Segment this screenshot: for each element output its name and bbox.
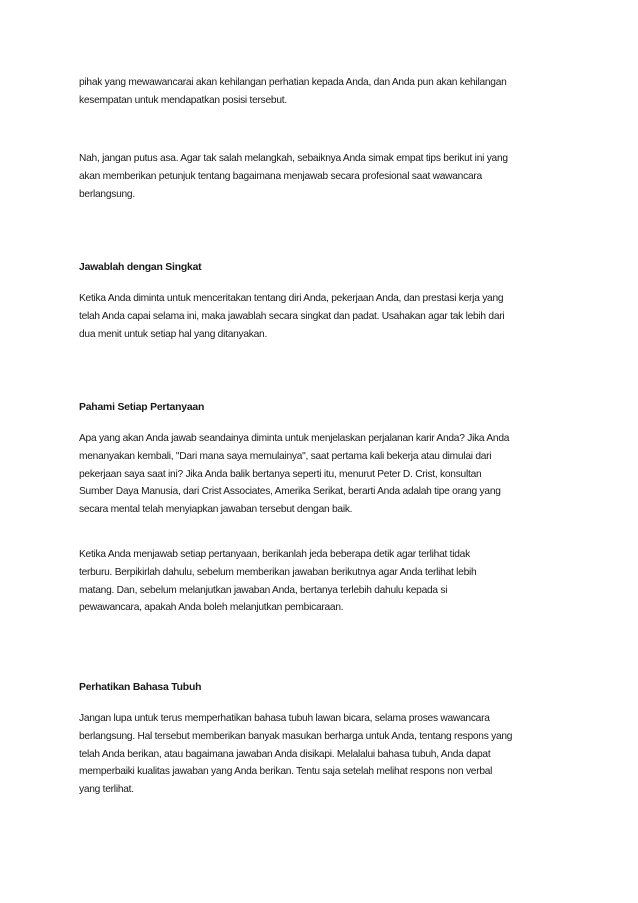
paragraph-tips-intro: [79, 150, 569, 203]
text-line: terburu. Berpikirlah dahulu, sebelum memberikan jawaban berikutnya agar Anda terlihat lebih: [79, 566, 477, 578]
text-line: dua menit untuk setiap hal yang ditanyakan.: [79, 328, 268, 340]
text-line: menanyakan kembali, "Dari mana saya memulainya", saat pertama kali bekerja atau dimulai dari: [79, 450, 492, 462]
text-line: Jangan lupa untuk terus memperhatikan bahasa tubuh lawan bicara, selama proses wawancara: [79, 713, 490, 724]
text-line: pekerjaan saya saat ini? Jika Anda balik bertanya seperti itu, menurut Peter D. Crist, konsultan: [79, 468, 482, 480]
paragraph-bahasa-tubuh: [79, 710, 569, 799]
text-line: Ketika Anda menjawab setiap pertanyaan, berikanlah jeda beberapa detik agar terlihat tidak: [79, 549, 470, 560]
paragraph-pahami: [79, 430, 569, 519]
heading-pahami-setiap-pertanyaan: Pahami Setiap Pertanyaan: [79, 402, 205, 413]
text-line: berlangsung. Hal tersebut memberikan banyak masukan berharga untuk Anda, tentang respons yang: [79, 730, 513, 742]
text-line: kesempatan untuk mendapatkan posisi tersebut.: [79, 94, 287, 106]
text-line: memperbaiki kualitas jawaban yang Anda berikan. Tentu saja setelah melihat respons non verbal: [79, 766, 493, 778]
paragraph-jeda: [79, 546, 569, 617]
heading-jawablah-dengan-singkat: Jawablah dengan Singkat: [79, 262, 202, 273]
text-line: telah Anda berikan, atau bagaimana jawaban Anda disikapi. Melalalui bahasa tubuh, Anda dapat: [79, 748, 491, 760]
text-line: akan memberikan petunjuk tentang bagaimana menjawab secara profesional saat wawancara: [79, 170, 482, 182]
text-line: matang. Dan, sebelum melanjutkan jawaban Anda, bertanya terlebih dahulu kepada si: [79, 584, 448, 596]
heading-perhatikan-bahasa-tubuh: Perhatikan Bahasa Tubuh: [79, 682, 202, 693]
text-line: berlangsung.: [79, 188, 135, 200]
paragraph-jawablah: [79, 290, 569, 343]
text-line: Apa yang akan Anda jawab seandainya diminta untuk menjelaskan perjalanan karir Anda? Jika Anda: [79, 433, 510, 444]
paragraph-intro-continuation: [79, 74, 569, 110]
text-line: pewawancara, apakah Anda boleh melanjutkan pembicaraan.: [79, 602, 344, 614]
text-line: pihak yang mewawancarai akan kehilangan perhatian kepada Anda, dan Anda pun akan kehilangan: [79, 77, 507, 88]
text-line: secara mental telah menyiapkan jawaban tersebut dengan baik.: [79, 504, 353, 516]
text-line: Ketika Anda diminta untuk menceritakan tentang diri Anda, pekerjaan Anda, dan prestasi kerja yang: [79, 293, 504, 304]
text-line: Sumber Daya Manusia, dari Crist Associates, Amerika Serikat, berarti Anda adalah tipe orang yang: [79, 486, 501, 498]
text-line: yang terlihat.: [79, 784, 134, 796]
text-line: telah Anda capai selama ini, maka jawablah secara singkat dan padat. Usahakan agar tak lebih dari: [79, 310, 505, 322]
text-line: Nah, jangan putus asa. Agar tak salah melangkah, sebaiknya Anda simak empat tips berikut ini yang: [79, 153, 508, 164]
